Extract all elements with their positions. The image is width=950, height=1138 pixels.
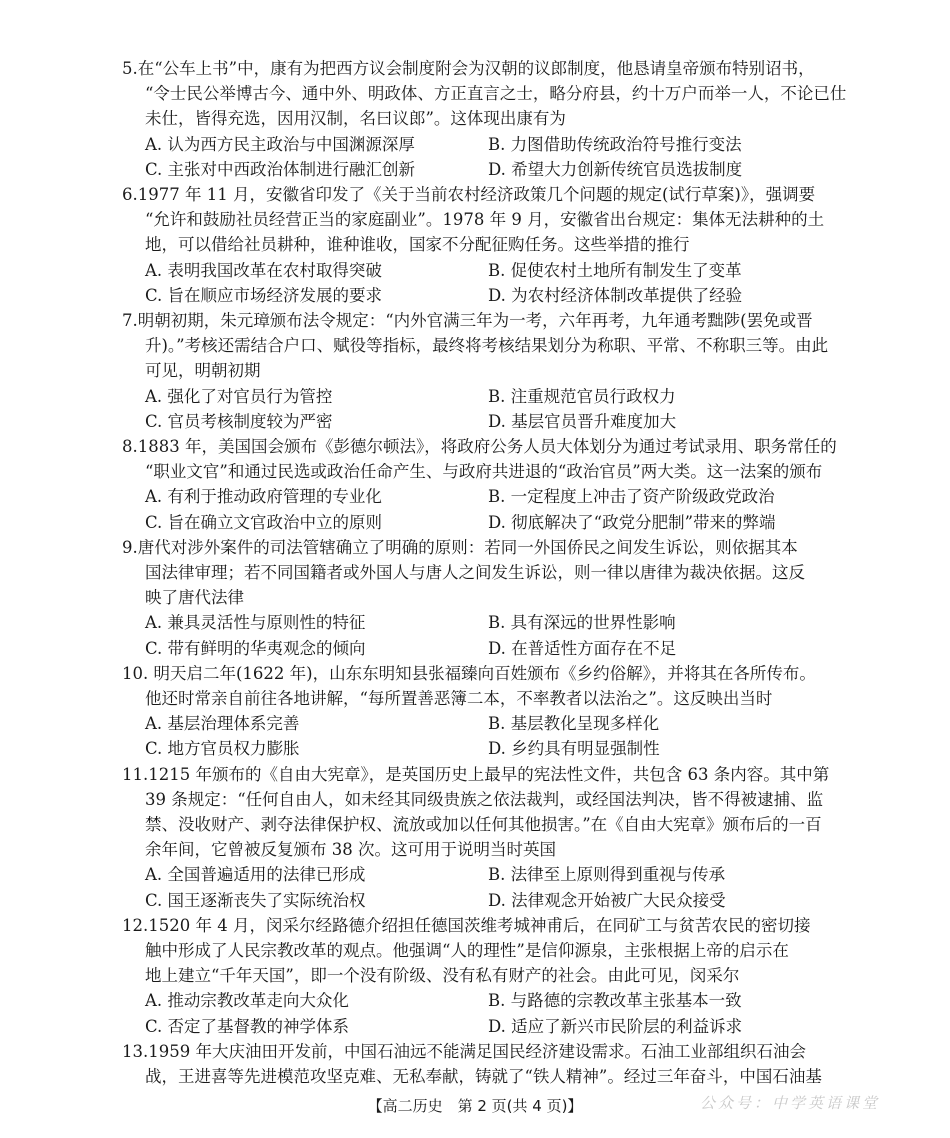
page-footer: 【高二历史 第 2 页(共 4 页)】 [367,1097,583,1115]
question-stem-line: 战，王进喜等先进模范攻坚克难、无私奉献，铸就了“铁人精神”。经过三年奋斗，中国石油基 [145,1067,822,1086]
question-stem-line: 触中形成了人民宗教改革的观点。他强调“人的理性”是信仰源泉，主张根据上帝的启示在 [145,941,789,960]
answer-option: D. 基层官员晋升难度加大 [488,411,677,431]
question-stem-line: 他还时常亲自前往各地讲解，“每所置善恶簿二本，不率教者以法治之”。这反映出当时 [145,689,773,708]
question-stem-first-line: 9.唐代对涉外案件的司法管辖确立了明确的原则：若同一外国侨民之间发生诉讼，则依据其本 [122,537,798,557]
answer-option: D. 为农村经济体制改革提供了经验 [488,285,743,305]
question-stem-line: 国法律审理；若不同国籍者或外国人与唐人之间发生诉讼，则一律以唐律为裁决依据。这反 [145,563,805,582]
answer-option: C. 旨在确立文官政治中立的原则 [145,512,383,532]
question-stem-first-line: 6.1977 年 11 月，安徽省印发了《关于当前农村经济政策几个问题的规定(试行草案)》，强调要 [122,185,816,204]
answer-option: A. 强化了对官员行为管控 [145,386,333,406]
watermark: 公众号：中学英语课堂 [699,1094,880,1112]
question-stem-first-line: 10. 明天启二年(1622 年)，山东东明知县张福臻向百姓颁布《乡约俗解》，并将其在各所传布。 [122,663,816,683]
answer-option: A. 基层治理体系完善 [145,714,300,734]
answer-option: A. 认为西方民主政治与中国渊源深厚 [145,134,415,154]
answer-option: D. 希望大力创新传统官员选拔制度 [488,159,743,179]
answer-option: A. 兼具灵活性与原则性的特征 [145,613,366,633]
answer-option: B. 促使农村土地所有制发生了变革 [488,260,742,280]
answer-option: A. 有利于推动政府管理的专业化 [145,487,382,507]
question-stem-first-line: 7.明朝初期，朱元璋颁布法令规定：“内外官满三年为一考，六年再考，九年通考黜陟(罢免或晋 [122,311,813,330]
answer-option: C. 地方官员权力膨胀 [145,739,300,759]
question-stem-first-line: 11.1215 年颁布的《自由大宪章》，是英国历史上最早的宪法性文件，共包含 63 条内容。其中第 [122,764,830,784]
answer-option: B. 注重规范官员行政权力 [488,386,676,406]
question-stem-first-line: 13.1959 年大庆油田开发前，中国石油远不能满足国民经济建设需求。石油工业部组织石油会 [122,1041,806,1061]
question-stem-line: 可见，明朝初期 [145,361,261,381]
question-stem-first-line: 12.1520 年 4 月，闵采尔经路德介绍担任德国茨维考城神甫后，在同矿工与贫苦农民的密切接 [122,915,811,935]
answer-option: A. 全国普遍适用的法律已形成 [145,865,366,885]
question-stem-line: “允许和鼓励社员经营正当的家庭副业”。1978 年 9 月，安徽省出台规定：集体无法耕种的土 [145,210,825,230]
question-stem-first-line: 5.在“公车上书”中，康有为把西方议会制度附会为汉朝的议郎制度，他恳请皇帝颁布特别诏书， [122,59,815,78]
question-stem-first-line: 8.1883 年，美国国会颁布《彭德尔顿法》，将政府公务人员大体划分为通过考试录用、职务常任的 [122,437,837,456]
answer-option: B. 基层教化呈现多样化 [488,714,660,734]
question-stem-line: 39 条规定：“任何自由人，如未经其同级贵族之依法裁判，或经国法判决，皆不得被逮捕、监 [145,789,824,809]
answer-option: C. 官员考核制度较为严密 [145,411,333,431]
answer-option: B. 法律至上原则得到重视与传承 [488,865,726,885]
question-stem-line: “职业文官”和通过民选或政治任命产生、与政府共进退的“政治官员”两大类。这一法案的颁布 [145,462,823,482]
question-stem-line: “令士民公举博古今、通中外、明政体、方正直言之士，略分府县，约十万户而举一人，不论已仕 [145,84,847,104]
answer-option: B. 力图借助传统政治符号推行变法 [488,134,742,154]
question-stem-line: 映了唐代法律 [145,588,244,608]
answer-option: D. 在普适性方面存在不足 [488,638,677,658]
answer-option: C. 旨在顺应市场经济发展的要求 [145,285,383,305]
question-stem-line: 未仕，皆得充选，因用汉制，名曰议郎”。这体现出康有为 [145,109,566,129]
answer-option: D. 彻底解决了“政党分肥制”带来的弊端 [488,512,776,532]
answer-option: D. 乡约具有明显强制性 [488,739,660,759]
answer-option: B. 与路德的宗教改革主张基本一致 [488,991,742,1011]
answer-option: D. 适应了新兴市民阶层的利益诉求 [488,1016,743,1036]
answer-option: B. 具有深远的世界性影响 [488,613,676,633]
question-stem-line: 地上建立“千年天国”，即一个没有阶级、没有私有财产的社会。由此可见，闵采尔 [145,966,740,986]
question-stem-line: 禁、没收财产、剥夺法律保护权、流放或加以任何其他损害。”在《自由大宪章》颁布后的一百 [145,815,822,834]
answer-option: C. 否定了基督教的神学体系 [145,1016,350,1036]
question-stem-line: 余年间，它曾被反复颁布 38 次。这可用于说明当时英国 [145,840,556,860]
answer-option: C. 国王逐渐丧失了实际统治权 [145,890,366,910]
answer-option: D. 法律观念开始被广大民众接受 [488,890,726,910]
answer-option: B. 一定程度上冲击了资产阶级政党政治 [488,487,775,507]
question-stem-line: 升)。”考核还需结合户口、赋役等指标，最终将考核结果划分为称职、平常、不称职三等。由此 [145,336,829,356]
answer-option: A. 表明我国改革在农村取得突破 [145,260,382,280]
answer-option: C. 主张对中西政治体制进行融汇创新 [145,159,416,179]
answer-option: C. 带有鲜明的华夷观念的倾向 [145,638,366,658]
question-stem-line: 地，可以借给社员耕种，谁种谁收，国家不分配征购任务。这些举措的推行 [145,235,690,255]
answer-option: A. 推动宗教改革走向大众化 [145,991,349,1011]
